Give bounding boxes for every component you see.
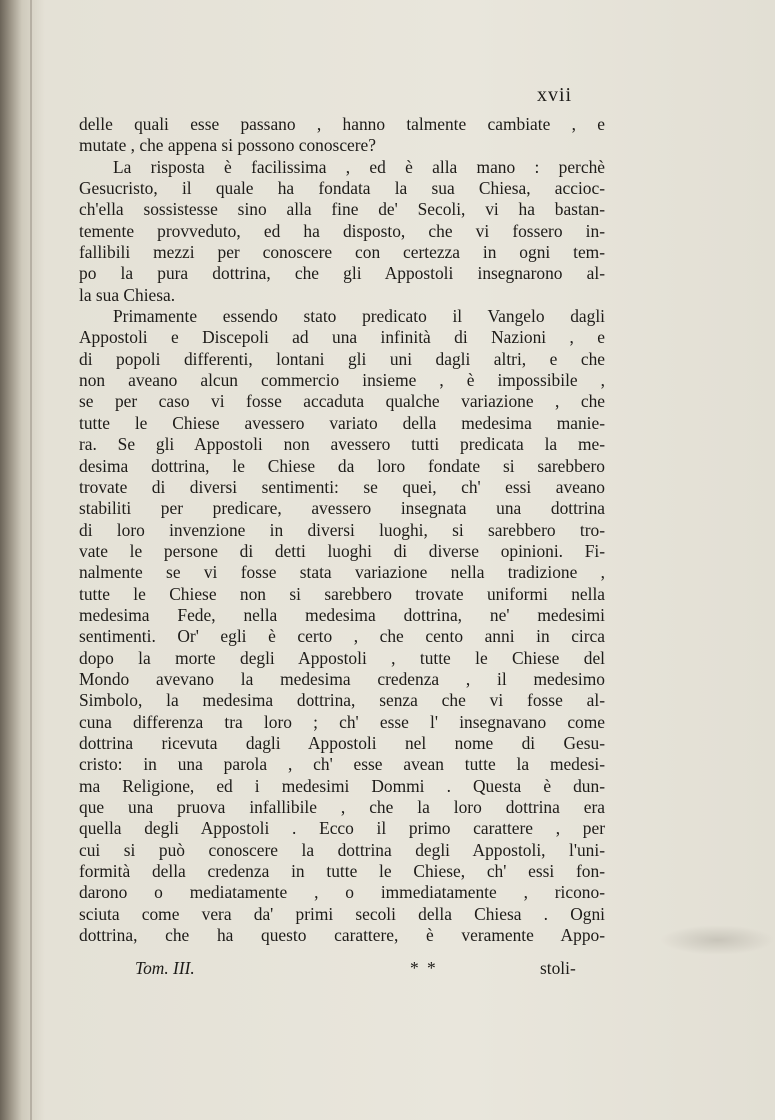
text-line: po la pura dottrina, che gli Appostoli insegnarono al- (79, 263, 605, 284)
text-line: di popoli differenti, lontani gli uni dagli altri, e che (79, 348, 605, 369)
text-line: fallibili mezzi per conoscere con certezza in ogni tem- (79, 242, 605, 263)
text-line: mutate , che appena si possono conoscere? (79, 135, 376, 156)
text-line: medesima Fede, nella medesima dottrina, ne' medesimi (79, 604, 605, 625)
text-line: tutte le Chiese non si sarebbero trovate uniformi nella (79, 583, 605, 604)
text-line: que una pruova infallibile , che la loro dottrina era (79, 797, 605, 817)
text-line: cristo: in una parola , ch' esse avean tutte la medesi- (79, 754, 605, 775)
text-line: delle quali esse passano , hanno talmente cambiate , e (79, 114, 605, 134)
text-line: sentimenti. Or' egli è certo , che cento anni in circa (79, 626, 605, 647)
volume-signature: Tom. III. (135, 958, 195, 978)
text-line: di loro invenzione in diversi luoghi, si sarebbero tro- (79, 519, 605, 540)
text-line: vate le persone di detti luoghi di diverse opinioni. Fi- (79, 540, 605, 561)
page-number: xvii (537, 84, 573, 106)
text-line: ma Religione, ed i medesimi Dommi . Questa è dun- (79, 775, 605, 796)
text-line: desima dottrina, le Chiese da loro fondate si sarebbero (79, 455, 605, 476)
text-line: non aveano alcun commercio insieme , è impossibile , (79, 370, 605, 391)
text-line: se per caso vi fosse accaduta qualche variazione , che (79, 391, 605, 412)
text-line: cui si può conoscere la dottrina degli Appostoli, l'uni- (79, 839, 605, 860)
text-line: nalmente se vi fosse stata variazione nella tradizione , (79, 562, 605, 583)
text-line: Primamente essendo stato predicato il Vangelo dagli (113, 306, 605, 327)
text-line: dottrina, che ha questo carattere, è veramente Appo- (79, 925, 605, 946)
text-line: tutte le Chiese avessero variato della medesima manie- (79, 412, 605, 433)
text-line: quella degli Appostoli . Ecco il primo carattere , per (79, 818, 605, 839)
text-line: formità della credenza in tutte le Chiese, ch' essi fon- (79, 861, 605, 882)
text-line: ra. Se gli Appostoli non avessero tutti predicata la me- (79, 434, 605, 455)
ink-smudge (660, 925, 775, 955)
text-line: dottrina ricevuta dagli Appostoli nel nome di Gesu- (79, 732, 605, 753)
sheet-mark: * * (410, 958, 438, 978)
text-line: La risposta è facilissima , ed è alla mano : perchè (113, 156, 605, 177)
text-line: temente provveduto, ed ha disposto, che vi fossero in- (79, 220, 605, 241)
text-line: darono o mediatamente , o immediatamente , ricono- (79, 882, 605, 903)
text-line: ch'ella sossistesse sino alla fine de' Secoli, vi ha bastan- (79, 199, 605, 220)
text-line: cuna differenza tra loro ; ch' esse l' insegnavano come (79, 711, 605, 732)
page-gutter (30, 0, 32, 1120)
text-line: sciuta come vera da' primi secoli della Chiesa . Ogni (79, 903, 605, 924)
text-line: la sua Chiesa. (79, 284, 176, 305)
text-line: dopo la morte degli Appostoli , tutte le Chiese del (79, 647, 605, 668)
text-line: Simbolo, la medesima dottrina, senza che vi fosse al- (79, 690, 605, 711)
text-line: Mondo avevano la medesima credenza , il medesimo (79, 668, 605, 689)
text-line: stabiliti per predicare, avessero insegnata una dottrina (79, 498, 605, 519)
text-line: Appostoli e Discepoli ad una infinità di Nazioni , e (79, 327, 605, 348)
body-text (79, 114, 605, 946)
text-line: Gesucristo, il quale ha fondata la sua Chiesa, accioc- (79, 178, 605, 199)
catchword: stoli- (540, 958, 576, 978)
text-line: trovate di diversi sentimenti: se quei, ch' essi aveano (79, 476, 605, 497)
